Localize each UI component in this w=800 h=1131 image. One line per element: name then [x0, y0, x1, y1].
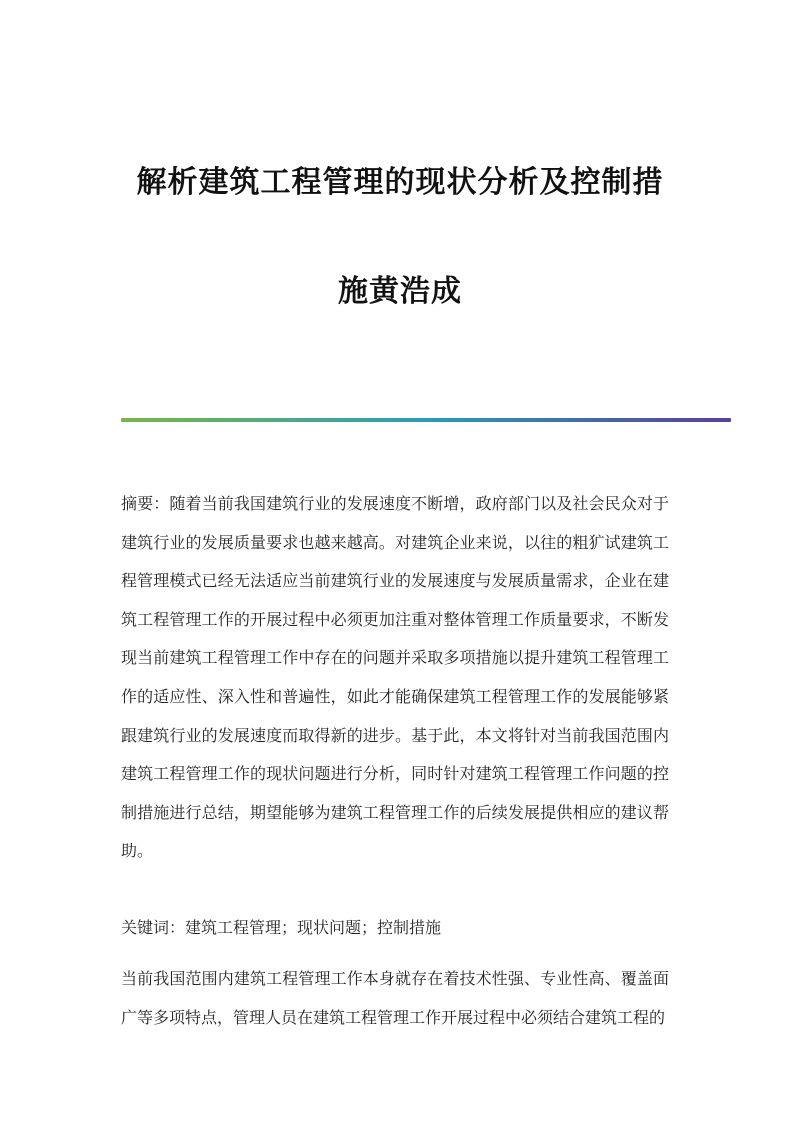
intro-paragraph: 当前我国范围内建筑工程管理工作本身就存在着技术性强、专业性高、覆盖面广等多项特点，管理人员在建筑工程管理工作开展过程中必须结合建筑工程的 — [121, 969, 669, 1027]
keywords-line: 关键词：建筑工程管理；现状问题；控制措施 — [121, 918, 442, 937]
gradient-divider — [121, 418, 731, 422]
document-title-line-2: 施黄浩成 — [338, 274, 462, 309]
abstract-paragraph: 摘要：随着当前我国建筑行业的发展速度不断增，政府部门以及社会民众对于建筑行业的发展质量要求也越来越高。对建筑企业来说，以往的粗犷试建筑工程管理模式已经无法适应当前建筑行业的发展速度与发展质量需求，企业在建筑工程管理工作的开展过程中必须更加注重对整体管理工作质量要求，不断发现当前建筑工程管理工作中存在的问题并采取多项措施以提升建筑工程管理工作的适应性、深入性和普遍性，如此才能确保建筑工程管理工作的发展能够紧跟建筑行业的发展速度而取得新的进步。基于此，本文将针对当前我国范围内建筑工程管理工作的现状问题进行分析，同时针对建筑工程管理工作问题的控制措施进行总结，期望能够为建筑工程管理工作的后续发展提供相应的建议帮助。 — [121, 494, 669, 861]
document-title-line-1: 解析建筑工程管理的现状分析及控制措 — [136, 165, 664, 200]
